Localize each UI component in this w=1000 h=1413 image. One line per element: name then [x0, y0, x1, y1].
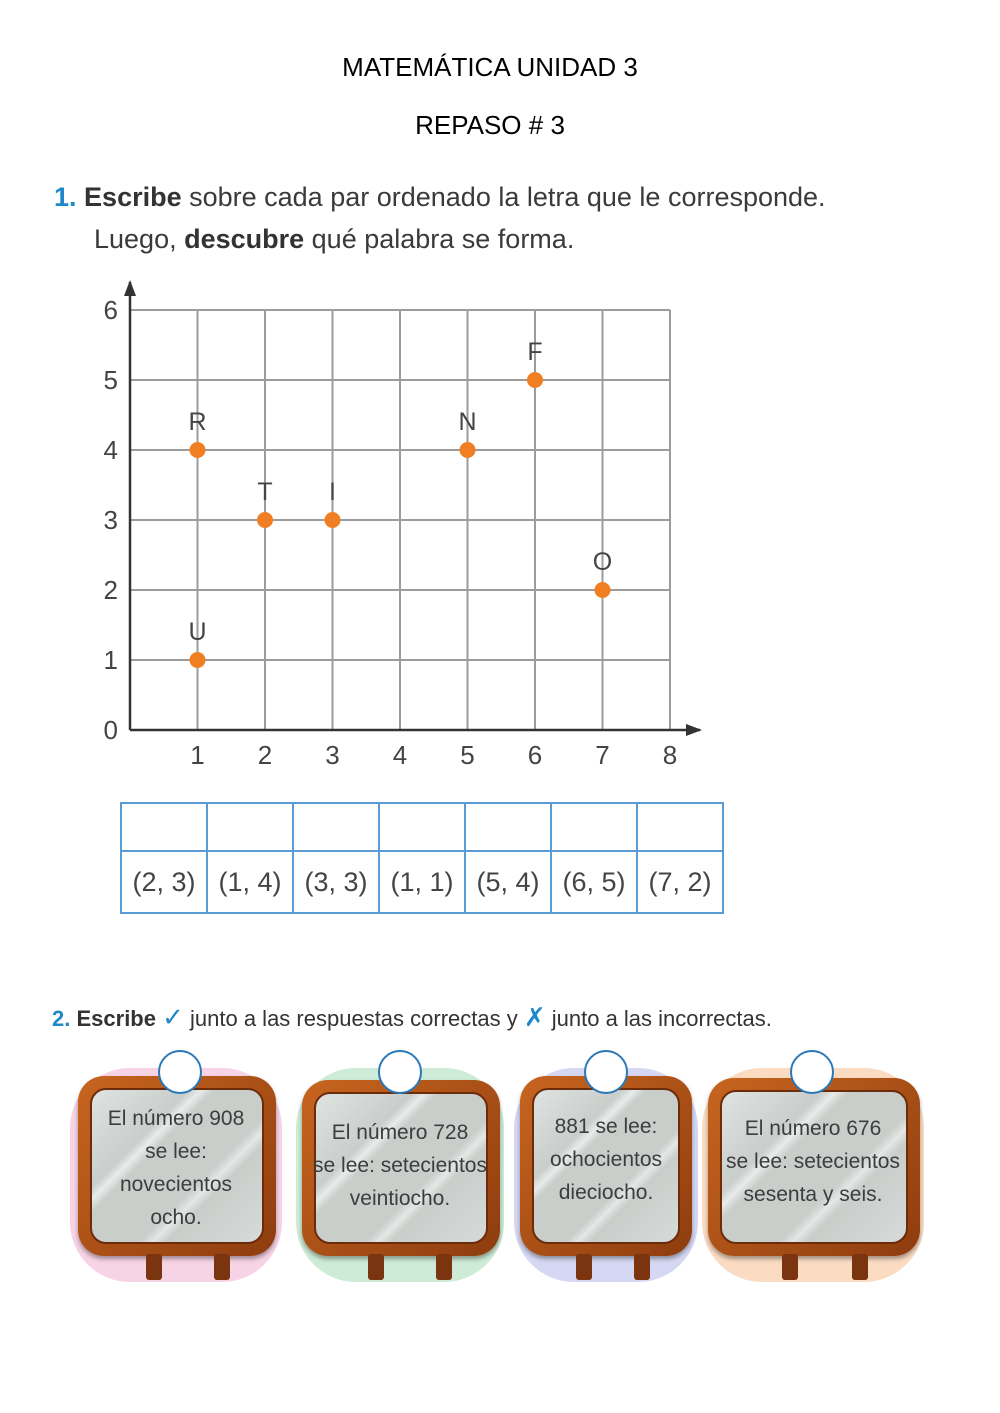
answer-cell[interactable] [637, 803, 723, 851]
question-1-number: 1. [54, 182, 77, 212]
y-tick-label: 5 [103, 365, 118, 395]
x-tick-label: 7 [595, 740, 610, 770]
point-label: O [592, 548, 613, 576]
y-tick-label: 2 [103, 575, 118, 605]
data-point [595, 582, 611, 598]
point-label: U [188, 618, 207, 646]
question-1-verb: Escribe [84, 182, 182, 212]
data-point [257, 512, 273, 528]
statement-board-3 [514, 1050, 698, 1280]
check-icon: ✓ [162, 1002, 184, 1032]
easel-leg [436, 1254, 452, 1280]
page-subtitle: REPASO # 3 [415, 110, 565, 140]
board-text [522, 1110, 690, 1209]
y-tick-label: 4 [103, 435, 118, 465]
page-title: MATEMÁTICA UNIDAD 3 [342, 52, 638, 82]
answer-cell[interactable] [379, 803, 465, 851]
board-line: 881 se lee: [554, 1115, 658, 1138]
point-label: I [329, 478, 336, 506]
board-line: El número 728 [331, 1121, 469, 1144]
answer-cell[interactable] [551, 803, 637, 851]
board-line: novecientos [119, 1173, 233, 1196]
pair-cell: (6, 5) [551, 851, 637, 913]
data-point [460, 442, 476, 458]
answer-cell[interactable] [207, 803, 293, 851]
statement-board-2 [296, 1050, 504, 1280]
answer-circle[interactable] [378, 1050, 422, 1094]
question-2 [52, 1002, 772, 1033]
pair-cell: (2, 3) [121, 851, 207, 913]
pair-cell: (1, 1) [379, 851, 465, 913]
board-line: El número 908 [107, 1107, 245, 1130]
easel-leg [368, 1254, 384, 1280]
data-point [190, 442, 206, 458]
board-line: veintiocho. [349, 1187, 451, 1210]
x-axis-arrow [686, 724, 702, 736]
board-line: sesenta y seis. [743, 1183, 883, 1206]
coordinate-plot [90, 270, 750, 780]
y-tick-label: 1 [103, 645, 118, 675]
y-tick-label: 3 [103, 505, 118, 535]
pair-cell: (3, 3) [293, 851, 379, 913]
point-label: R [188, 408, 207, 436]
easel-leg [782, 1254, 798, 1280]
board-line: se lee: setecientos [313, 1154, 487, 1177]
point-label: T [257, 478, 273, 506]
easel-leg [146, 1254, 162, 1280]
data-point [527, 372, 543, 388]
statement-board-4 [702, 1050, 924, 1280]
pair-cell: (5, 4) [465, 851, 551, 913]
easel-leg [214, 1254, 230, 1280]
answer-row [121, 803, 723, 851]
x-tick-label: 8 [662, 740, 678, 770]
cross-icon: ✗ [523, 1002, 546, 1032]
board-line: El número 676 [744, 1117, 882, 1140]
answer-cell[interactable] [121, 803, 207, 851]
question-2-number: 2. [52, 1006, 71, 1031]
question-1-text-2b: qué palabra se forma. [304, 224, 575, 254]
answer-circle[interactable] [790, 1050, 834, 1094]
answer-cell[interactable] [465, 803, 551, 851]
question-2-verb: Escribe [76, 1006, 156, 1031]
data-point [325, 512, 341, 528]
board-line: ocho. [150, 1206, 202, 1229]
x-tick-label: 6 [527, 740, 543, 770]
question-1-line-2 [54, 218, 826, 260]
easel-leg [576, 1254, 592, 1280]
board-text [710, 1112, 916, 1211]
x-tick-label: 2 [257, 740, 273, 770]
question-2-text-end: junto a las incorrectas. [545, 1006, 772, 1031]
question-2-text: junto a las respuestas correctas y [183, 1006, 524, 1031]
question-1-line-1 [54, 176, 826, 218]
coordinates-row [121, 851, 723, 913]
x-tick-label: 1 [190, 740, 205, 770]
easel-leg [852, 1254, 868, 1280]
answer-cell[interactable] [293, 803, 379, 851]
question-1-text: sobre cada par ordenado la letra que le corresponde. [181, 182, 826, 212]
pair-cell: (7, 2) [637, 851, 723, 913]
y-axis-arrow [124, 280, 136, 296]
board-text [78, 1102, 274, 1234]
ordered-pairs-table [120, 802, 724, 914]
board-line: dieciocho. [558, 1181, 654, 1204]
x-tick-label: 5 [460, 740, 475, 770]
data-point [190, 652, 206, 668]
answer-circle[interactable] [584, 1050, 628, 1094]
x-tick-label: 3 [325, 740, 340, 770]
board-text [304, 1116, 496, 1215]
easel-leg [634, 1254, 650, 1280]
pair-cell: (1, 4) [207, 851, 293, 913]
board-line: se lee: [145, 1140, 207, 1163]
y-tick-label: 6 [103, 295, 118, 325]
question-1-text-2a: Luego, [94, 224, 185, 254]
answer-circle[interactable] [158, 1050, 202, 1094]
point-label: F [527, 338, 543, 366]
question-1-verb-2: descubre [184, 224, 305, 254]
board-line: ochocientos [549, 1148, 663, 1171]
point-label: N [458, 408, 477, 436]
board-line: se lee: setecientos [726, 1150, 900, 1173]
statement-board-1 [70, 1050, 282, 1280]
x-tick-label: 4 [392, 740, 408, 770]
y-tick-label: 0 [103, 715, 118, 745]
question-1 [54, 176, 826, 260]
